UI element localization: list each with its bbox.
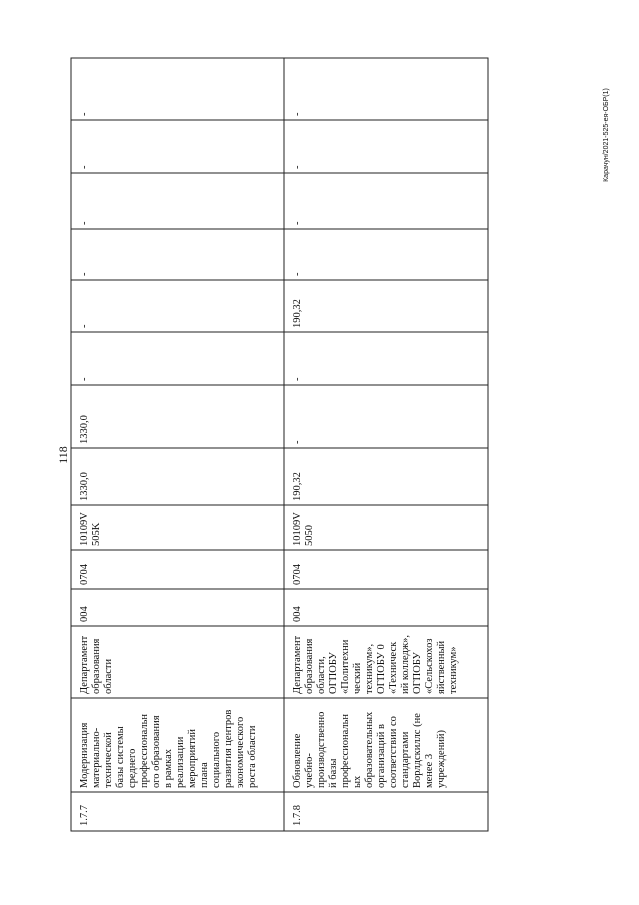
csr-code-line: 10109V [292, 512, 303, 546]
event-name [79, 710, 259, 788]
event-name-line: профессиональн [139, 713, 150, 788]
event-name-line: соответствии со [388, 716, 399, 788]
csr-code [292, 512, 316, 546]
row-number-line: 1.7.8 [292, 805, 303, 826]
rzpr-code-line: 0704 [79, 564, 90, 585]
funding-value [292, 472, 304, 501]
executor-line: образования [304, 638, 315, 694]
rzpr-code-line: 0704 [292, 564, 303, 585]
event-name-line: стандартами [400, 731, 411, 788]
executor-line: ческий [352, 662, 363, 694]
funding-value [292, 441, 304, 445]
event-name-line: профессиональн [340, 713, 351, 788]
funding-value [79, 472, 91, 501]
event-name-line: организаций в [376, 724, 387, 788]
rzpr-code [79, 564, 91, 585]
executor [79, 636, 115, 694]
funding-value-line: 190,32 [292, 472, 303, 501]
executor-line: ОГПОБУ 0 [376, 644, 387, 694]
event-name-line: базы системы [115, 726, 126, 788]
event-name-line: ых [352, 775, 363, 788]
funding-value-line: - [79, 324, 90, 328]
funding-value-line: - [79, 272, 90, 276]
funding-value [292, 166, 304, 170]
executor-line: образования [91, 638, 102, 694]
event-name-line: социального [211, 731, 222, 788]
executor-line: техникум» [448, 646, 459, 694]
executor-line: яйственный [436, 640, 447, 694]
event-name-line: среднего [127, 748, 138, 788]
csr-code-line: 5050 [304, 525, 315, 546]
funding-value [292, 113, 304, 117]
page-number: 118 [56, 446, 70, 464]
executor-line: Департамент [292, 635, 303, 694]
event-name-line: экономического [235, 716, 246, 788]
event-name-line: мероприятий [187, 729, 198, 788]
funding-value-line: 190,32 [292, 299, 303, 328]
funding-value-line: - [292, 221, 303, 225]
event-name-line: й базы [328, 758, 339, 788]
side-note: Карачун/2021-525-ея-ОБР(1) [603, 88, 610, 182]
event-name-line: производственно [316, 711, 327, 788]
executor-line: области, [316, 656, 327, 694]
event-name-line: образовательных [364, 711, 375, 788]
grbs-code [79, 606, 91, 622]
executor-line: ий колледж», [400, 634, 411, 694]
funding-value [292, 299, 304, 328]
funding-value-line: 1330,0 [79, 472, 90, 501]
event-name-line: технической [103, 732, 114, 788]
event-name-line: Обновление [292, 733, 303, 788]
event-name-line: развития центров [223, 709, 234, 788]
event-name-line: реализации [175, 736, 186, 788]
funding-value [79, 113, 91, 117]
funding-value [79, 378, 91, 382]
funding-value-line: - [292, 272, 303, 276]
row-number [292, 805, 304, 826]
executor-line: «Политехни [340, 639, 351, 694]
event-name-line: в рамках [163, 749, 174, 788]
executor-line: «Техническ [388, 641, 399, 694]
funding-value-line: - [79, 112, 90, 116]
row-number-line: 1.7.7 [79, 805, 90, 826]
funding-value [79, 166, 91, 170]
event-name [292, 712, 448, 788]
row-number [79, 805, 91, 826]
funding-value-line: - [292, 165, 303, 169]
funding-value [79, 222, 91, 226]
funding-value-line: - [292, 112, 303, 116]
executor-line: Департамент [79, 635, 90, 694]
executor-line: ОГПОБУ [328, 652, 339, 694]
executor-line: области [103, 658, 114, 694]
funding-value-line: - [79, 221, 90, 225]
csr-code-line: 505K [91, 522, 102, 546]
funding-value-line: - [79, 165, 90, 169]
executor [292, 635, 460, 694]
event-name-line: учреждений) [436, 729, 447, 788]
funding-value [292, 273, 304, 277]
event-name-line: роста области [247, 725, 258, 788]
executor-line: «Сельскохоз [424, 638, 435, 694]
csr-code-line: 10109V [79, 512, 90, 546]
funding-value-line: - [292, 377, 303, 381]
funding-value [79, 325, 91, 329]
csr-code [79, 512, 103, 546]
event-name-line: Модернизация [79, 722, 90, 788]
event-name-line: учебно- [304, 753, 315, 788]
funding-value-line: - [292, 440, 303, 444]
funding-value [292, 222, 304, 226]
rzpr-code [292, 564, 304, 585]
funding-value-line: 1330,0 [79, 415, 90, 444]
event-name-line: Ворлдскиллс (не [412, 713, 423, 788]
executor-line: ОГПОБУ [412, 652, 423, 694]
event-name-line: ого образования [151, 715, 162, 788]
event-name-line: менее 3 [424, 753, 435, 788]
event-name-line: плана [199, 762, 210, 788]
funding-value [79, 273, 91, 277]
event-name-line: материально- [91, 727, 102, 788]
grbs-code [292, 606, 304, 622]
grbs-code-line: 004 [79, 606, 90, 622]
executor-line: техникум», [364, 643, 375, 694]
funding-value [292, 378, 304, 382]
funding-value-line: - [79, 377, 90, 381]
funding-value [79, 415, 91, 444]
grbs-code-line: 004 [292, 606, 303, 622]
